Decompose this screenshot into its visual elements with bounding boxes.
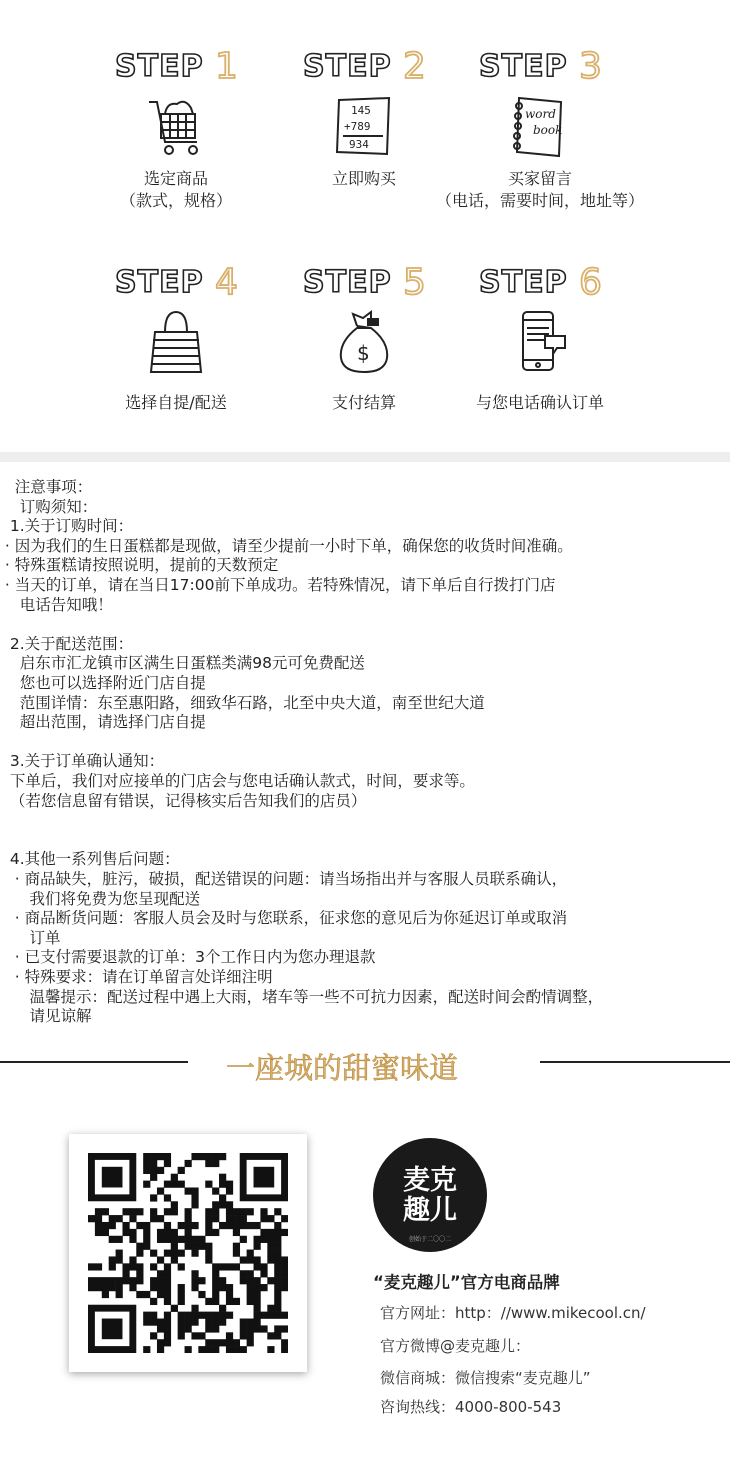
slogan-row — [0, 1040, 730, 1090]
notice-line: 注意事项： — [0, 478, 93, 496]
step-number: 4 — [215, 262, 238, 303]
calc-row-2: +789 — [344, 120, 371, 133]
step-2-title — [299, 40, 429, 88]
shopping-cart-icon — [141, 92, 211, 162]
brand-logo — [373, 1138, 487, 1252]
qr-code[interactable] — [88, 1153, 288, 1353]
slogan-right-line — [540, 1061, 730, 1063]
step-word: STEP — [115, 265, 204, 300]
notice-line: 电话告知哦！ — [0, 595, 113, 614]
brand-wechat-shop: 微信商城：微信搜索“麦克趣儿” — [380, 1369, 591, 1387]
step-1-title — [111, 40, 241, 88]
notice-line: · 当天的订单，请在当日17:00前下单成功。若特殊情况，请下单后自行拨打门店 — [0, 576, 556, 594]
notice-line: 请见谅解 — [0, 1007, 92, 1026]
qr-code-card[interactable] — [69, 1134, 307, 1372]
notice-line: （若您信息留有错误，记得核实后告知我们的店员） — [0, 791, 367, 810]
step-3-label: 买家留言 — [507, 169, 572, 188]
notebook-icon — [505, 92, 575, 162]
notice-line: 1.关于订购时间： — [0, 517, 134, 536]
brand-title: “麦克趣儿”官方电商品牌 — [373, 1273, 560, 1292]
step-word: STEP — [303, 49, 392, 84]
brand-logo-tagline: 创始于二〇〇二 — [408, 1236, 451, 1243]
notice-line: · 特殊蛋糕请按照说明，提前的天数预定 — [0, 556, 279, 575]
step-number: 5 — [403, 262, 426, 303]
step-number: 1 — [215, 46, 238, 87]
notice-line: 订单 — [0, 928, 61, 947]
step-1-label: 选定商品 — [143, 169, 208, 188]
step-2-label: 立即购买 — [331, 169, 396, 188]
notice-line: · 特殊要求：请在订单留言处详细注明 — [0, 968, 273, 986]
brand-hotline[interactable]: 咨询热线：4000-800-543 — [380, 1398, 562, 1416]
step-4-title — [111, 256, 241, 304]
notebook-word-1: word — [525, 107, 556, 121]
notice-line: 启东市汇龙镇市区满生日蛋糕类满98元可免费配送 — [0, 654, 365, 673]
notebook-word-2: book — [533, 123, 563, 137]
money-bag-icon — [329, 306, 399, 378]
step-5-label: 支付结算 — [331, 393, 396, 412]
notice-line: 4.其他一系列售后问题： — [0, 850, 180, 869]
brand-logo-line-2: 趣儿 — [403, 1195, 457, 1226]
step-3 — [420, 40, 660, 212]
phone-chat-icon — [505, 306, 575, 378]
section-divider — [0, 452, 730, 462]
calc-row-1: 145 — [351, 104, 371, 117]
step-6-label: 与您电话确认订单 — [475, 393, 604, 412]
step-number: 3 — [579, 46, 602, 87]
step-number: 6 — [579, 262, 602, 303]
calculator-paper-icon — [329, 92, 399, 162]
step-word: STEP — [479, 49, 568, 84]
notice-line: 我们将免费为您呈现配送 — [0, 889, 201, 908]
order-steps-section — [0, 0, 730, 452]
notice-line: · 商品缺失，脏污，破损，配送错误的问题：请当场指出并与客服人员联系确认， — [0, 870, 568, 888]
step-4-label: 选择自提/配送 — [125, 393, 227, 412]
slogan-left-line — [0, 1061, 188, 1063]
notice-line: 超出范围，请选择门店自提 — [0, 713, 206, 732]
step-6 — [420, 256, 660, 414]
notice-line: 范围详情：东至惠阳路，细致华石路，北至中央大道，南至世纪大道 — [0, 693, 485, 712]
notice-line: 您也可以选择附近门店自提 — [0, 674, 206, 692]
step-word: STEP — [479, 265, 568, 300]
brand-website[interactable]: 官方网址：http：//www.mikecool.cn/ — [380, 1304, 646, 1322]
step-3-title — [475, 40, 605, 88]
notice-line: · 商品断货问题：客服人员会及时与您联系，征求您的意见后为你延迟订单或取消 — [0, 909, 568, 928]
dollar-sign: $ — [357, 341, 370, 365]
step-word: STEP — [303, 265, 392, 300]
notice-line: 3.关于订单确认通知： — [0, 752, 165, 771]
slogan — [222, 1044, 512, 1090]
step-5-title — [299, 256, 429, 304]
brand-weibo[interactable]: 官方微博@麦克趣儿： — [380, 1337, 531, 1355]
notice-line: · 因为我们的生日蛋糕都是现做，请至少提前一小时下单，确保您的收货时间准确。 — [0, 536, 573, 555]
slogan-text: 一座城的甜蜜味道 — [226, 1051, 459, 1085]
step-3-sublabel: （电话，需要时间，地址等） — [435, 191, 644, 210]
notice-line: 下单后，我们对应接单的门店会与您电话确认款式，时间，要求等。 — [0, 772, 475, 790]
brand-logo-line-1: 麦克 — [403, 1165, 457, 1196]
notice-line: 订购须知： — [0, 497, 98, 516]
step-1-sublabel: （款式，规格） — [119, 191, 232, 210]
notice-line: · 已支付需要退款的订单：3个工作日内为您办理退款 — [0, 948, 376, 967]
step-number: 2 — [403, 46, 426, 87]
notice-line: 温馨提示：配送过程中遇上大雨，堵车等一些不可抗力因素，配送时间会酌情调整， — [0, 987, 604, 1006]
tote-bag-icon — [141, 306, 211, 378]
step-word: STEP — [115, 49, 204, 84]
calc-row-3: 934 — [349, 138, 369, 151]
notice-line: 2.关于配送范围： — [0, 634, 134, 653]
step-6-title — [475, 256, 605, 304]
